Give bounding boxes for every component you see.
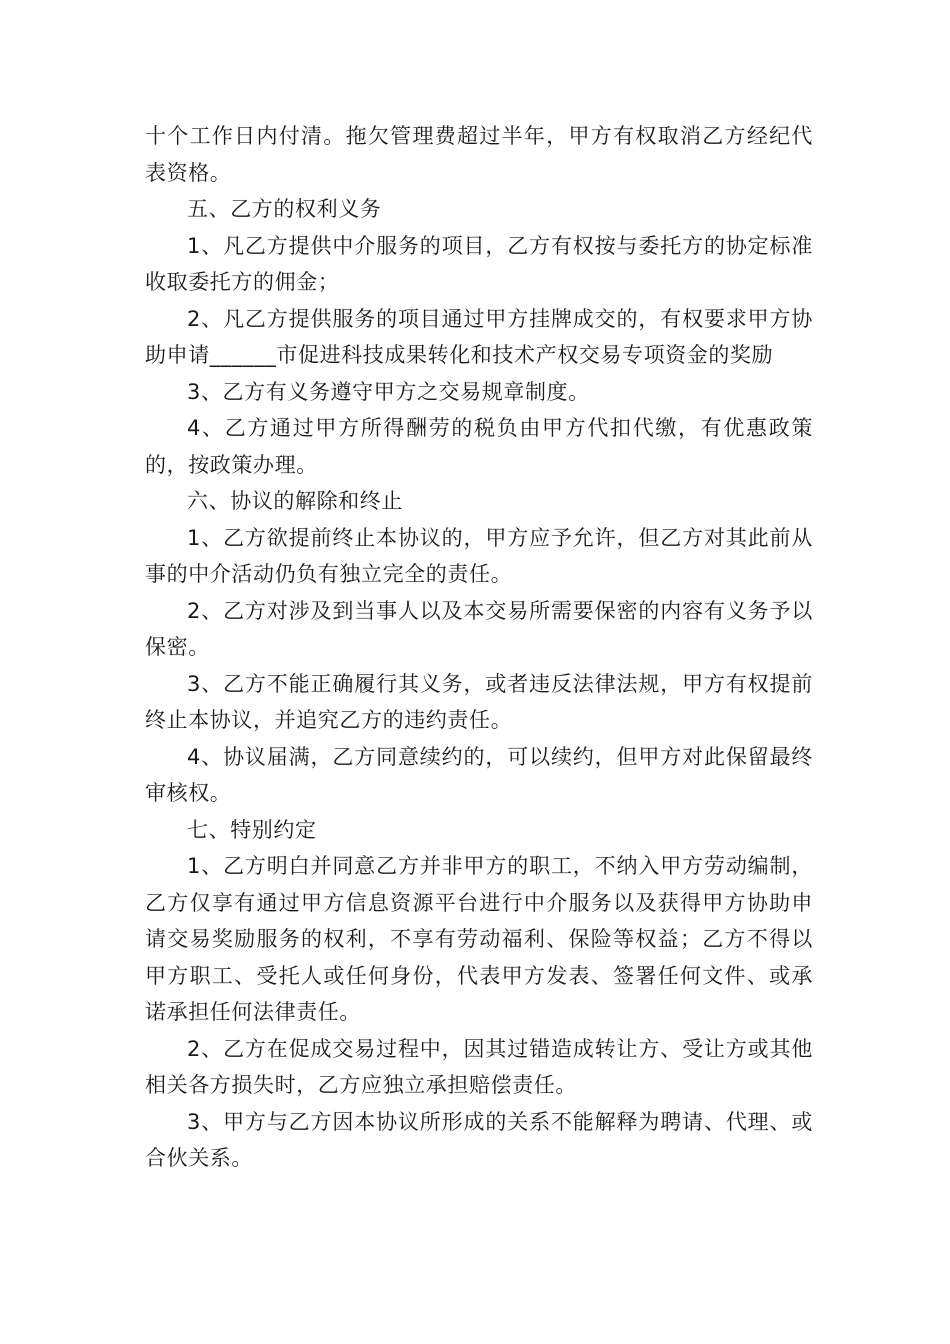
paragraph: 3、乙方有义务遵守甲方之交易规章制度。 — [187, 379, 590, 404]
section-heading: 七、特别约定 — [187, 817, 317, 842]
paragraph: 3、乙方不能正确履行其义务，或者违反法律法规，甲方有权提前终止本协议，并追究乙方的违约责任。 — [145, 671, 813, 732]
paragraph: 3、甲方与乙方因本协议所形成的关系不能解释为聘请、代理、或合伙关系。 — [145, 1109, 813, 1170]
paragraph: 1、乙方欲提前终止本协议的，甲方应予允许，但乙方对其此前从事的中介活动仍负有独立完全的责任。 — [145, 525, 813, 586]
section-heading: 五、乙方的权利义务 — [187, 197, 382, 221]
paragraph: 2、乙方对涉及到当事人以及本交易所需要保密的内容有义务予以保密。 — [145, 598, 813, 659]
paragraph: 4、乙方通过甲方所得酬劳的税负由甲方代扣代缴，有优惠政策的，按政策办理。 — [145, 416, 813, 477]
paragraph: 1、凡乙方提供中介服务的项目，乙方有权按与委托方的协定标准收取委托方的佣金； — [145, 233, 813, 294]
paragraph: 2、乙方在促成交易过程中，因其过错造成转让方、受让方或其他相关各方损失时，乙方应独立承担赔偿责任。 — [145, 1036, 813, 1097]
paragraph: 十个工作日内付清。拖欠管理费超过半年，甲方有权取消乙方经纪代表资格。 — [145, 124, 813, 185]
section-heading: 六、协议的解除和终止 — [187, 489, 403, 513]
paragraph: 2、凡乙方提供服务的项目通过甲方挂牌成交的，有权要求甲方协助申请______市促进科技成果转化和技术产权交易专项资金的奖励 — [145, 306, 813, 367]
document-body — [145, 118, 813, 1177]
paragraph: 1、乙方明白并同意乙方并非甲方的职工，不纳入甲方劳动编制，乙方仅享有通过甲方信息资源平台进行中介服务以及获得甲方协助申请交易奖励服务的权利，不享有劳动福利、保险等权益；乙方不得以甲方职工、受托人或任何身份，代表甲方发表、签署任何文件、或承诺承担任何法律责任。 — [145, 854, 813, 1024]
paragraph: 4、协议届满，乙方同意续约的，可以续约，但甲方对此保留最终审核权。 — [145, 744, 813, 805]
